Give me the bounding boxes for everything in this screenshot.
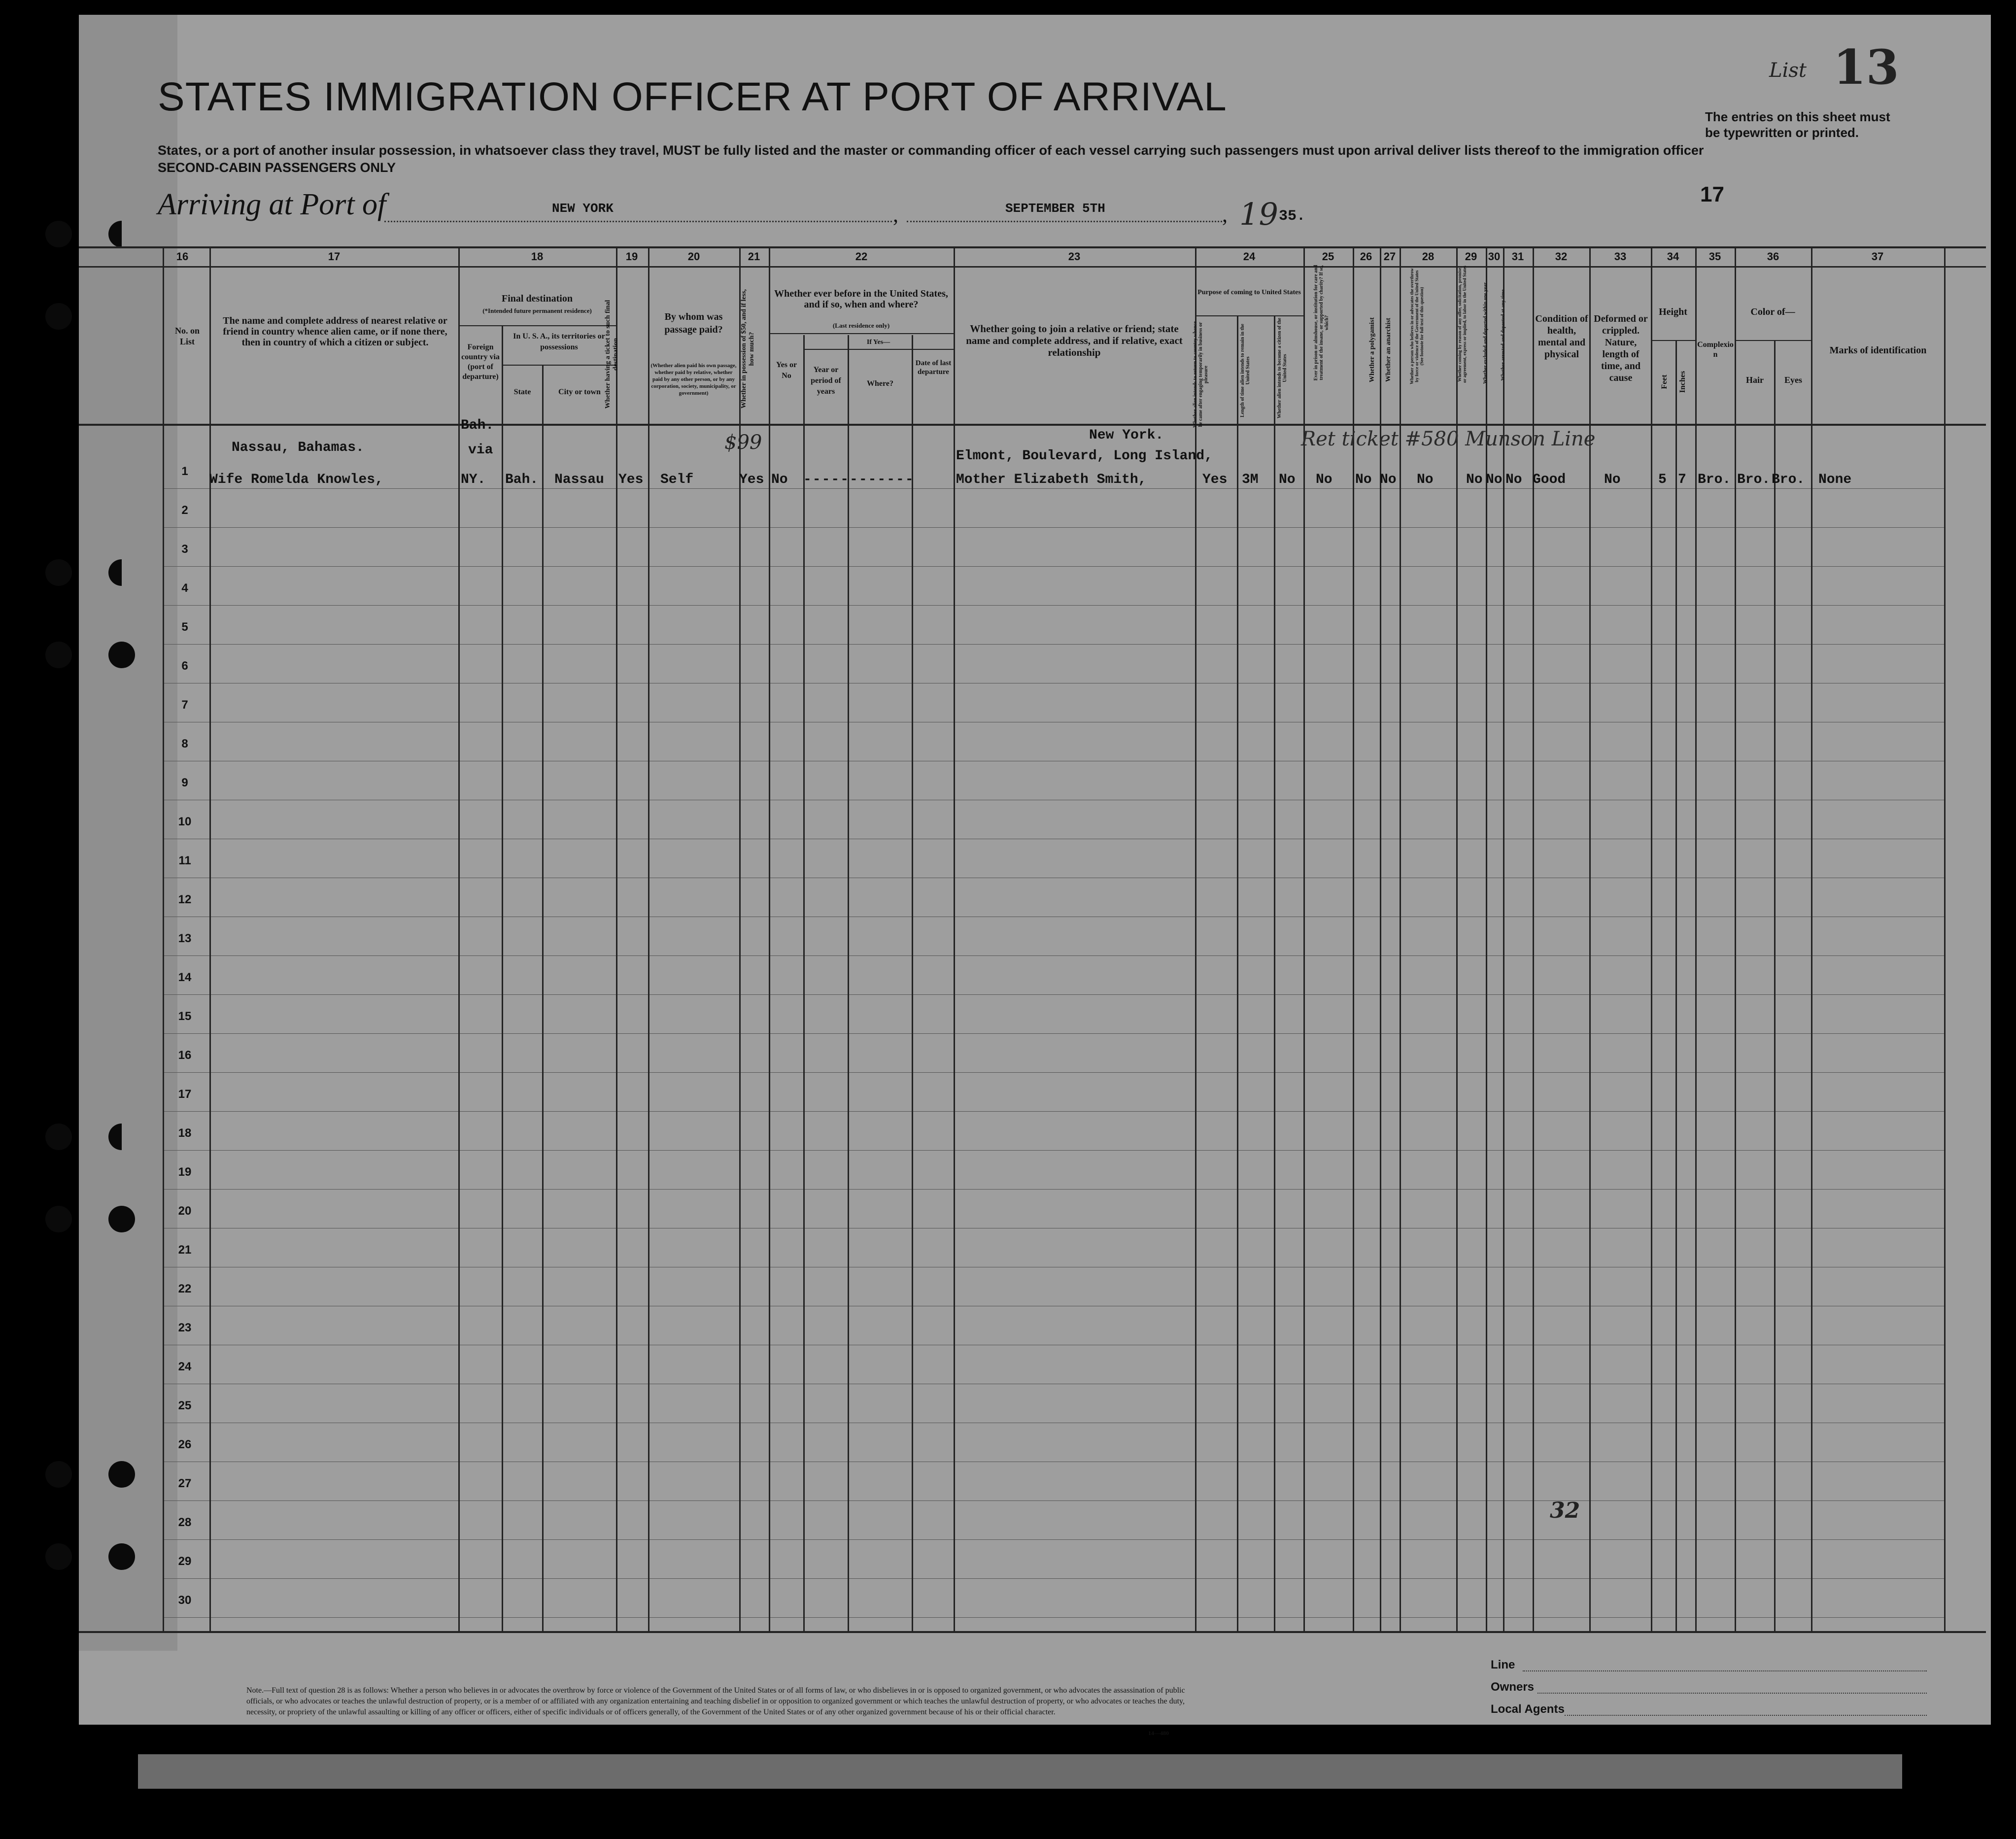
header-cabin-class: SECOND-CABIN PASSENGERS ONLY	[158, 160, 396, 175]
column-number: 27	[1383, 250, 1396, 263]
row-number: 14	[178, 971, 192, 984]
col-border	[1303, 246, 1305, 1631]
port-field: NEW YORK	[552, 201, 614, 216]
row-number: 4	[181, 581, 188, 595]
header-ever-before: Whether ever before in the United States, and if so, when and where?	[774, 288, 948, 310]
entry-arrested: No	[1505, 472, 1522, 487]
binder-hole	[108, 1206, 135, 1232]
col-border	[1675, 340, 1677, 1631]
entry-handwritten-note: Ret ticket #580 Munson Line	[1301, 428, 1596, 450]
row-number: 16	[178, 1049, 192, 1062]
footer-agents-dots	[1565, 1715, 1927, 1716]
col-border	[1774, 340, 1776, 1631]
column-number: 18	[531, 250, 544, 263]
col-border	[1651, 246, 1652, 1631]
column-number: 28	[1422, 250, 1435, 263]
row-number: 21	[178, 1243, 192, 1257]
year-prefix: 19	[1239, 196, 1278, 232]
header-complexion: Complexion	[1697, 341, 1734, 359]
footer-agents-label: Local Agents	[1491, 1703, 1565, 1716]
row-number: 27	[178, 1477, 192, 1490]
column-number: 20	[687, 250, 700, 263]
entry-address-line2: Wife Romelda Knowles,	[209, 472, 383, 487]
footer-line-label: Line	[1491, 1658, 1515, 1671]
column-number: 22	[855, 250, 868, 263]
row-number: 1	[181, 465, 188, 478]
header-purpose-citizen: Whether alien intends to become a citizen of the United States	[1277, 317, 1288, 419]
header-final-destination-sub: (*Intended future permanent residence)	[482, 307, 592, 314]
column-number: 19	[625, 250, 638, 263]
subheader-rule	[1651, 340, 1695, 341]
col-border	[209, 246, 211, 1631]
entry-foreign-line1: Bah.	[461, 418, 494, 433]
header-year-period: Year or period of years	[811, 366, 841, 396]
col-border	[1503, 246, 1504, 1631]
grid-top-rule	[79, 246, 1986, 248]
entry-length: 3M	[1242, 472, 1259, 487]
header-state: State	[513, 388, 531, 396]
entry-anarchist: No	[1380, 472, 1397, 487]
year-suffix: 35.	[1279, 208, 1306, 225]
header-purpose: Purpose of coming to United States	[1197, 289, 1301, 296]
col-border	[502, 325, 503, 1631]
header-ever-before-sub: (Last residence only)	[832, 322, 890, 329]
header-color-of: Color of—	[1750, 306, 1795, 317]
col-border	[803, 335, 805, 1631]
col-border	[1735, 246, 1736, 1631]
row-number: 23	[178, 1321, 192, 1334]
header-passage-paid: By whom was passage paid?	[664, 311, 723, 335]
header-eyes: Eyes	[1784, 375, 1802, 385]
binder-hole	[108, 642, 135, 668]
col-border	[1533, 246, 1534, 1631]
row-number: 18	[178, 1126, 192, 1140]
binder-hole	[108, 1461, 135, 1488]
col-border	[648, 246, 649, 1631]
row-number: 7	[181, 698, 188, 712]
col-border	[848, 335, 849, 1631]
page-curl-edge	[138, 1754, 1902, 1789]
header-hair: Hair	[1746, 375, 1764, 385]
form-number: 14—480	[1148, 1730, 1169, 1737]
page-number: 17	[1700, 182, 1724, 206]
header-ticket: Whether having a ticket to such final destination	[604, 300, 619, 409]
subheader-rule	[769, 333, 954, 334]
entry-paid-by: Self	[660, 472, 694, 487]
page-title: STATES IMMIGRATION OFFICER AT PORT OF ARRIVAL	[158, 74, 1227, 119]
column-number: 23	[1068, 250, 1081, 263]
column-number: 25	[1322, 250, 1334, 263]
col-border	[739, 246, 741, 1631]
footer-owners-dots	[1538, 1693, 1927, 1694]
col-border	[458, 246, 460, 1631]
row-number: 29	[178, 1555, 192, 1568]
header-deformed: Deformed or crippled. Nature, length of time, and cause	[1594, 313, 1648, 383]
header-prison: Ever in prison or almshouse, or institution for care and treatment of the insane, or supported by charity? If so, which?	[1313, 265, 1330, 381]
entry-marks: None	[1818, 472, 1852, 487]
column-number: 24	[1243, 250, 1256, 263]
row-number: 28	[178, 1516, 192, 1529]
binder-hole	[45, 1206, 72, 1232]
column-number: 21	[748, 250, 760, 263]
row-number: 25	[178, 1399, 192, 1412]
col-border	[163, 246, 164, 1631]
col-border	[954, 246, 955, 1631]
date-dotted-line	[907, 221, 1222, 222]
col-border	[912, 335, 913, 1631]
arriving-label: Arriving at Port of	[158, 188, 386, 221]
entry-foreign-line2: via	[468, 443, 493, 458]
subheader-rule	[502, 365, 616, 366]
list-number: 13	[1833, 39, 1899, 95]
grid-header-rule	[79, 424, 1986, 426]
col-border	[542, 365, 544, 1631]
binder-hole	[45, 1461, 72, 1488]
row-number: 13	[178, 932, 192, 945]
entry-feet: 5	[1658, 472, 1667, 487]
header-going-to-join: Whether going to join a relative or friend; state name and complete address, and if relative, exact relationship	[966, 323, 1183, 358]
entry-address-line1: Nassau, Bahamas.	[232, 440, 364, 455]
stamp-mark: 32	[1550, 1498, 1580, 1523]
entry-city: Nassau	[554, 472, 604, 487]
col-border	[1589, 246, 1591, 1631]
column-number: 16	[176, 250, 189, 263]
binder-hole	[45, 221, 72, 247]
col-border	[1944, 246, 1946, 1631]
entries-note-2: be typewritten or printed.	[1705, 125, 1859, 140]
grid-number-rule	[79, 266, 1986, 268]
entry-polygamist: No	[1355, 472, 1372, 487]
entry-deformed: No	[1604, 472, 1621, 487]
row-number: 30	[178, 1594, 192, 1607]
header-nearest-relative: The name and complete address of nearest relative or friend in country whence alien came, or if none there, then in country of which a citizen or subject.	[223, 315, 447, 348]
col-border	[1400, 246, 1401, 1631]
header-instructions: States, or a port of another insular possession, in whatsoever class they travel, MUST be fully listed and the master or commanding officer of each vessel carrying such passengers must upon arrival deliver lists thereof to the immigration officer	[158, 143, 1704, 158]
header-anarchist: Whether an anarchist	[1385, 317, 1392, 382]
manifest-sheet	[79, 15, 1991, 1725]
header-in-usa: In U. S. A., its territories or possessions	[513, 332, 605, 351]
header-offer: Whether coming by reason of any offer, solicitation, promise, or agreement, express or implied, to labor in the United States	[1457, 266, 1467, 383]
header-date-last-departure: Date of last departure	[915, 359, 952, 376]
row-number: 10	[178, 815, 192, 828]
footer-owners-label: Owners	[1491, 1680, 1535, 1694]
header-foreign-country: Foreign country via (port of departure)	[461, 343, 500, 381]
header-purpose-length: Length of time alien intends to remain in the United States	[1240, 324, 1251, 417]
column-number: 29	[1465, 250, 1477, 263]
row-number: 3	[181, 543, 188, 556]
entry-foreign-line3: NY.	[461, 472, 486, 487]
comma: ,	[1222, 203, 1228, 227]
row-number: 24	[178, 1360, 192, 1373]
entry-dashes: ------------	[803, 472, 915, 487]
col-border	[1456, 246, 1458, 1631]
col-border	[1353, 246, 1354, 1631]
entry-join-line2: Elmont, Boulevard, Long Island,	[956, 448, 1213, 464]
binder-hole	[45, 559, 72, 586]
column-number: 36	[1767, 250, 1779, 263]
header-purpose-return: Whether alien intends to return to country whence he came after engaging temporarily in business or pleasure	[1193, 321, 1209, 428]
col-border	[1486, 246, 1487, 1631]
date-field: SEPTEMBER 5TH	[1005, 201, 1105, 216]
header-overthrow: Whether a person who believes in or advocates the overthrow by force or violence of the Government of the United States (See footnote for full text of this question)	[1409, 268, 1424, 384]
binder-hole	[108, 1124, 135, 1150]
entry-excluded: No	[1486, 472, 1503, 487]
col-border	[769, 246, 770, 1631]
footer-line-dots	[1523, 1670, 1927, 1671]
entry-ticket: Yes	[618, 472, 644, 487]
entry-money-annotation: $99	[724, 431, 762, 454]
header-health: Condition of health, mental and physical	[1535, 313, 1588, 360]
entry-offer: No	[1466, 472, 1483, 487]
row-number: 9	[181, 776, 188, 789]
row-number: 22	[178, 1282, 192, 1295]
subheader-rule	[803, 349, 954, 350]
column-number: 30	[1488, 250, 1501, 263]
header-where: Where?	[867, 379, 893, 388]
column-number: 37	[1871, 250, 1884, 263]
header-feet: Feet	[1660, 375, 1669, 389]
col-border	[1811, 246, 1812, 1631]
col-border	[616, 246, 617, 1631]
binder-hole	[45, 1543, 72, 1570]
col-border	[1274, 315, 1275, 1631]
col-border	[1695, 246, 1697, 1631]
header-excluded: Whether excluded and deported within one year	[1483, 282, 1488, 384]
list-label: List	[1769, 59, 1807, 82]
entry-hair: Bro.	[1737, 472, 1771, 487]
binder-hole	[108, 1543, 135, 1570]
entry-join-line3: Mother Elizabeth Smith,	[956, 472, 1147, 487]
header-arrested: Whether arrested and deported at any time	[1501, 289, 1506, 381]
row-number: 11	[178, 854, 191, 867]
entry-money: Yes	[739, 472, 764, 487]
entry-citizen: No	[1279, 472, 1296, 487]
header-if-yes: If Yes—	[866, 339, 890, 346]
header-polygamist: Whether a polygamist	[1368, 317, 1376, 382]
col-border	[1237, 315, 1238, 1631]
binder-hole	[108, 221, 135, 247]
header-passage-paid-sub: (Whether alien paid his own passage, whether paid by relative, whether paid by any other person, or by any corporation, society, municipality, or government)	[650, 363, 737, 396]
header-inches: Inches	[1678, 371, 1687, 393]
subheader-rule	[458, 325, 616, 326]
header-city: City or town	[558, 388, 601, 396]
row-number: 19	[178, 1165, 192, 1179]
entry-inches: 7	[1678, 472, 1686, 487]
row-number: 8	[181, 737, 188, 750]
port-dotted-line	[384, 221, 892, 222]
column-number: 26	[1360, 250, 1372, 263]
entry-join-line1: New York.	[1089, 428, 1164, 443]
entry-overthrow: No	[1417, 472, 1434, 487]
footer-note: Note.—Full text of question 28 is as follows: Whether a person who believes in or advocates the overthrow by force or violence of the Government of the United States or of all forms of law, or who disbelieves in or is opposed to organized government, or who advocates the assassination of public officials, or who advocates or teaches the unlawful destruction of property, or is a member of or affiliated with any organization entertaining and teaching disbelief in or opposition to organized government or which teaches the unlawful destruction of property, or who advocates or teaches the duty, necessity, or propriety of the unlawful assaulting or killing of any officer or officers, either of specific individuals or of officers generally, of the Government of the United States or of any other organized government because of his or their official character.	[246, 1686, 1185, 1716]
row-number: 17	[178, 1088, 192, 1101]
column-number: 35	[1708, 250, 1721, 263]
column-number: 17	[328, 250, 341, 263]
row-number: 15	[178, 1010, 192, 1023]
entry-purpose: Yes	[1202, 472, 1228, 487]
row-number: 6	[181, 659, 188, 673]
col-border	[1380, 246, 1381, 1631]
subheader-rule	[1735, 340, 1811, 341]
column-number: 33	[1614, 250, 1627, 263]
header-final-destination: Final destination	[502, 293, 573, 304]
entry-health: Good	[1533, 472, 1566, 487]
header-marks: Marks of identification	[1829, 345, 1927, 356]
column-number: 31	[1511, 250, 1524, 263]
binder-hole	[45, 1124, 72, 1150]
column-number: 32	[1555, 250, 1568, 263]
entry-before-us: No	[771, 472, 788, 487]
header-no-on-list: No. on List	[174, 326, 200, 346]
row-number: 12	[178, 893, 192, 906]
entries-note-1: The entries on this sheet must	[1705, 109, 1890, 124]
header-height: Height	[1659, 306, 1687, 317]
header-money: Whether in possession of $50, and if less, how much?	[740, 289, 755, 409]
binder-hole	[45, 642, 72, 668]
column-number: 34	[1667, 250, 1679, 263]
row-number: 20	[178, 1204, 192, 1218]
row-number: 26	[178, 1438, 192, 1451]
entry-eyes: Bro.	[1772, 472, 1805, 487]
header-yes-no: Yes or No	[776, 361, 797, 380]
entry-prison: No	[1316, 472, 1333, 487]
entry-complexion: Bro.	[1698, 472, 1731, 487]
binder-hole	[108, 559, 135, 586]
row-number: 2	[181, 504, 188, 517]
comma: ,	[893, 203, 898, 227]
row-number: 5	[181, 620, 188, 634]
grid-bottom-rule	[79, 1631, 1986, 1633]
entry-state: Bah.	[505, 472, 539, 487]
binder-hole	[45, 303, 72, 330]
